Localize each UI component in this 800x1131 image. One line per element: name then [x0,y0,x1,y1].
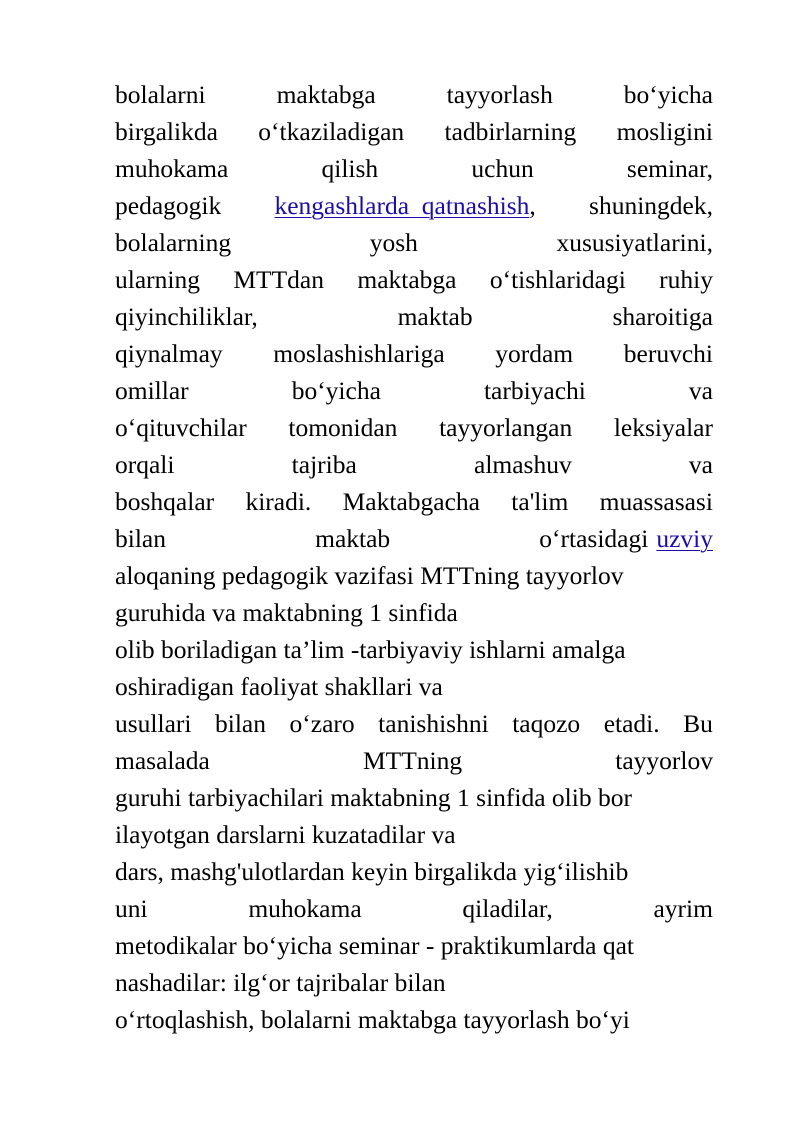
text-line [115,816,713,853]
text-line [115,1001,713,1038]
word-text: birgalikda [115,117,218,146]
word [615,742,713,779]
line-text: guruhi tarbiyachilari maktabning 1 sinfida olib bor [115,783,632,812]
word [115,224,231,261]
line-text: oshiradigan faoliyat shakllari va [115,672,443,701]
line-text: nashadilar: ilg‘or tajribalar bilan [115,968,446,997]
line-text: o‘rtoqlashish, bolalarni maktabga tayyorlash bo‘yi [115,1005,630,1034]
word [511,483,568,520]
word-text: Maktabgacha [342,487,480,516]
word [539,520,713,557]
word-text: tayyorlov [615,746,713,775]
text-line [115,224,713,261]
word [357,261,456,298]
word [589,187,713,224]
word-text: maktabga [357,265,457,294]
word [115,483,214,520]
word-text: maktab [397,302,473,331]
word-text: masalada [115,746,210,775]
word [315,520,390,557]
word [445,113,577,150]
text-line [115,261,713,298]
word [288,409,397,446]
word [115,705,192,742]
word [292,372,381,409]
word-text: beruvchi [623,339,713,368]
word-text: ayrim [653,894,713,923]
word [363,742,462,779]
text-line [115,483,713,520]
text-line [115,927,713,964]
word-text: sharoitiga [612,302,713,331]
word-text: qiyinchiliklar, [115,302,258,331]
word [290,705,355,742]
word-text: maktabga [276,80,376,109]
word [274,187,535,224]
word [683,705,713,742]
word-text: bo‘yicha [623,80,713,109]
word-text: usullari [115,709,192,738]
word-text: almashuv [474,450,572,479]
word-text: ta'lim [511,487,569,516]
word-text: ruhiy [659,265,713,294]
text-line [115,705,713,742]
word [258,113,404,150]
word-text: tarbiyachi [483,376,586,405]
word [115,890,148,927]
word [273,335,444,372]
word-text: tayyorlash [446,80,553,109]
word [115,446,174,483]
word [115,409,247,446]
word [245,483,311,520]
word-text: muhokama [115,154,229,183]
text-line [115,335,713,372]
word-text: tomonidan [288,413,398,442]
word [378,705,489,742]
word [115,742,210,779]
hyperlink[interactable]: kengashlarda qatnashish [274,191,530,220]
word-text: bo‘yicha [291,376,381,405]
word [115,520,166,557]
word [115,187,221,224]
word-text: maktab [315,524,391,553]
word-text: bolalarning [115,228,232,257]
word-text: o‘zaro [289,709,355,738]
line-text: olib boriladigan ta’lim -tarbiyaviy ishlarni amalga [115,635,626,664]
word-text: omillar [115,376,189,405]
line-text: aloqaning pedagogik vazifasi MTTning tayyorlov [115,561,624,590]
word-text: o‘rtasidagi [539,524,649,553]
word-text: bilan [115,524,166,553]
word-text: muhokama [248,894,362,923]
text-line [115,76,713,113]
word [115,372,189,409]
word [484,372,586,409]
word [474,446,572,483]
word-text: orqali [115,450,175,479]
word-text: o‘tkaziladigan [258,117,405,146]
text-line [115,631,713,668]
word [115,76,206,113]
word-text: moslashishlariga [273,339,445,368]
word [398,298,473,335]
word-text: kiradi. [245,487,312,516]
word-text: pedagogik [115,191,222,220]
word [439,409,572,446]
line-text: guruhida va maktabning 1 sinfida [115,598,458,627]
word-text: shuningdek, [589,191,713,220]
word [471,150,533,187]
word [495,335,573,372]
word-text: va [688,450,713,479]
word-text: bilan [215,709,267,738]
word-text: boshqalar [115,487,215,516]
word [248,890,361,927]
word [689,446,713,483]
word-text: leksiyalar [613,413,713,442]
word-text: tayyorlangan [439,413,573,442]
word [115,113,218,150]
text-line [115,150,713,187]
word-text: o‘qituvchilar [115,413,247,442]
word-text: qiladilar, [462,894,553,923]
word-text: etadi. [603,709,660,738]
word [343,483,480,520]
word-text: tanishishni [378,709,489,738]
word [292,446,357,483]
line-text: dars, mashg'ulotlardan keyin birgalikda yig‘ilishib [115,857,629,886]
word-text: MTTning [362,746,463,775]
word [462,890,552,927]
word-text: o‘tishlaridagi [489,265,626,294]
word-text: muassasasi [599,487,713,516]
word [624,335,713,372]
text-line [115,964,713,1001]
word-text: ularning [115,265,200,294]
word [277,76,376,113]
word [624,76,713,113]
word [322,150,379,187]
word-text: qilish [321,154,379,183]
word [233,261,324,298]
text-line [115,853,713,890]
word-text: taqozo [512,709,581,738]
word [556,224,713,261]
text-line [115,446,713,483]
word [115,298,258,335]
word [370,224,418,261]
word-text: mosligini [616,117,713,146]
word-text: xususiyatlarini, [556,228,713,257]
line-text: ilayotgan darslarni kuzatadilar va [115,820,456,849]
text-line [115,668,713,705]
word [512,705,580,742]
text-line [115,372,713,409]
hyperlink[interactable]: uzviy [656,524,713,553]
word [689,372,713,409]
punctuation: , [529,191,536,220]
word-text: uchun [471,154,534,183]
word-text: yordam [495,339,574,368]
text-line [115,113,713,150]
word [215,705,266,742]
text-line [115,520,713,557]
word-text: yosh [369,228,418,257]
word-text: va [688,376,713,405]
word [447,76,553,113]
text-line [115,779,713,816]
word-text: bolalarni [115,80,206,109]
text-line [115,594,713,631]
text-line [115,890,713,927]
text-line [115,557,713,594]
word-text: tajriba [291,450,357,479]
word-text: qiynalmay [115,339,223,368]
word-text: MTTdan [233,265,324,294]
text-line [115,187,713,224]
word [600,483,713,520]
word [617,113,713,150]
word-text: uni [115,894,148,923]
line-text: metodikalar bo‘yicha seminar - praktikumlarda qat [115,931,635,960]
word-text: Bu [683,709,713,738]
word [659,261,713,298]
text-line [115,409,713,446]
word [614,409,713,446]
word [115,150,228,187]
text-line [115,298,713,335]
word [604,705,660,742]
word [653,890,712,927]
word [115,335,223,372]
word [612,298,713,335]
word [115,261,200,298]
word-text: seminar, [626,154,713,183]
text-line [115,742,713,779]
word-text: tadbirlarning [444,117,577,146]
word [490,261,626,298]
word [627,150,713,187]
body-text [115,76,713,1038]
